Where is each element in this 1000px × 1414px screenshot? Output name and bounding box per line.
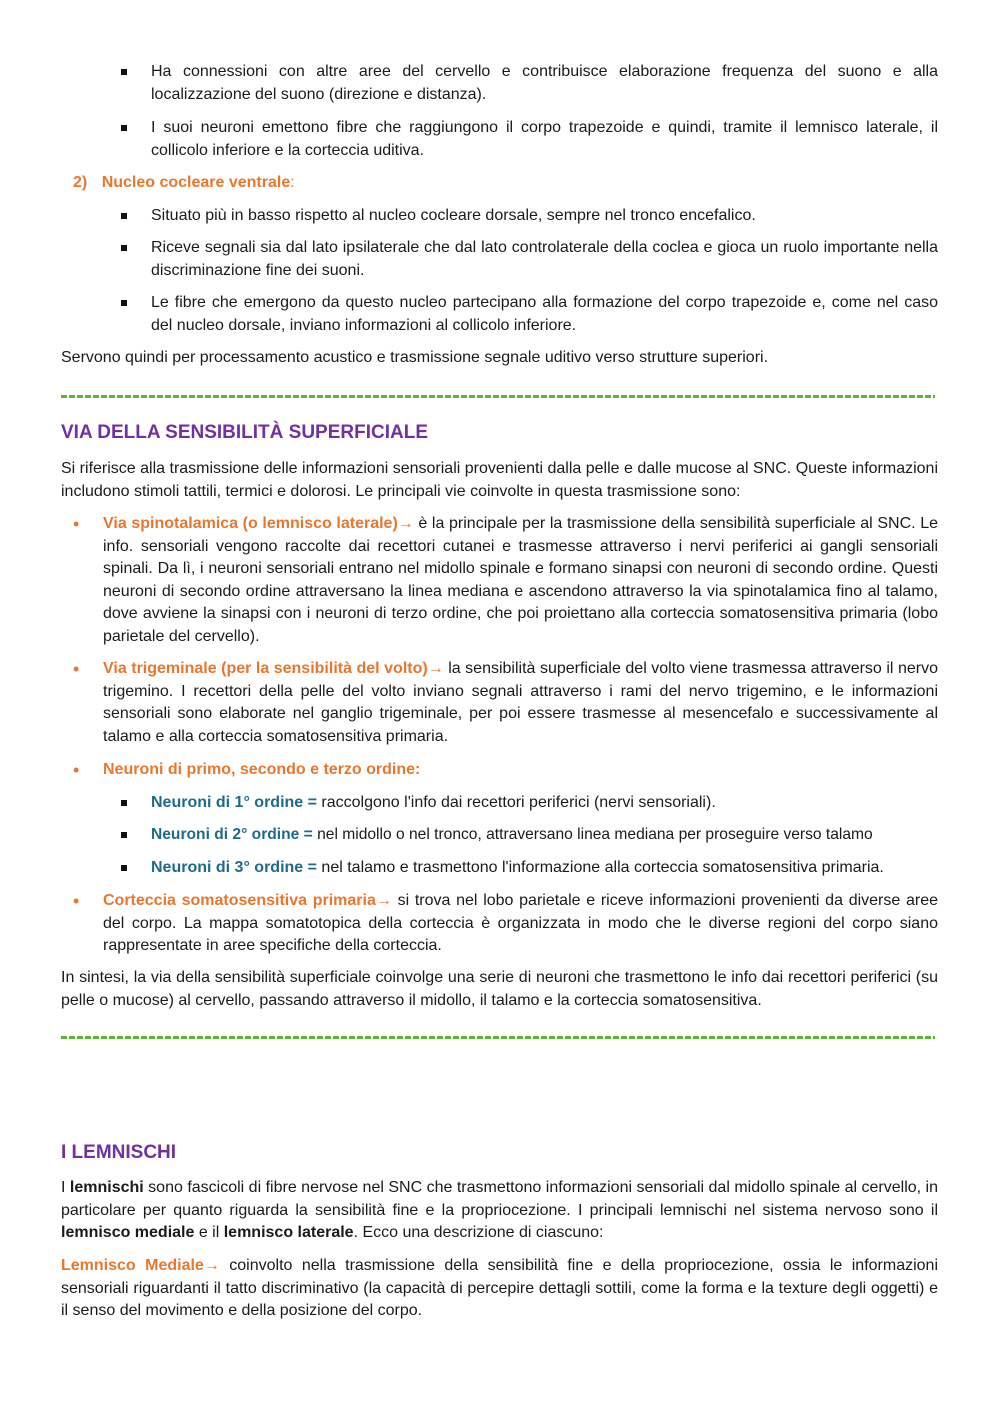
ventral-heading (73, 172, 295, 195)
lemnischi-intro (61, 1177, 938, 1245)
spinothalamic-item (103, 513, 938, 649)
neuron-second-text: nel midollo o nel tronco, attraversano linea mediana per proseguire verso talamo (312, 826, 873, 843)
neurons-heading: Neuroni di primo, secondo e terzo ordine: (103, 761, 421, 778)
section1-conclusion: In sintesi, la via della sensibilità superficiale coinvolge una serie di neuroni che trasmettono le info dai recettori periferici (su pelle o mucose) al cervello, passando attraverso il midollo, il talamo e la corteccia somatosensitiva. (61, 969, 938, 1009)
ventral-bullet-3: Le fibre che emergono da questo nucleo partecipano alla formazione del corpo trapezoide e, come nel caso del nucleo dorsale, inviano informazioni al collicolo inferiore. (151, 294, 938, 334)
bullet-square-icon (121, 800, 127, 806)
arrow-right-icon: → (375, 892, 392, 909)
bullet-dot-icon: • (73, 760, 80, 780)
ventral-bullet-2: Riceve segnali sia dal lato ipsilaterale che dal lato controlaterale della coclea e gioca un ruolo importante nella discriminazione fine dei suoni. (151, 239, 938, 279)
bullet-square-icon (121, 213, 127, 219)
arrow-right-icon: → (397, 515, 414, 532)
neuron-second-label: Neuroni di 2° ordine = (151, 826, 313, 843)
ventral-title: Nucleo cocleare ventrale (101, 174, 291, 191)
bullet-dot-icon: • (73, 659, 80, 679)
lemnischi-term: lemnischi (69, 1179, 144, 1196)
section-heading-lemnischi: I LEMNISCHI (61, 1142, 177, 1163)
cortex-label: Corteccia somatosensitiva primaria (103, 892, 376, 909)
section1-intro: Si riferisce alla trasmissione delle informazioni sensoriali provenienti dalla pelle e dalle mucose al SNC. Queste informazioni includono stimoli tattili, termici e dolorosi. Le principali vie coinvolte in questa trasmissione sono: (61, 460, 938, 500)
lemnisco-mediale-text: coinvolto nella trasmissione della sensibilità fine e della propriocezione, ossia le informazioni sensoriali riguardanti il tatto discriminativo (la capacità di percepire dettagli sottili, come la forma e la texture degli oggetti) e il senso del movimento e della posizione del corpo. (61, 1257, 938, 1320)
lemnisco-mediale-paragraph (61, 1255, 938, 1323)
lemnischi-intro-g: . Ecco una descrizione di ciascuno: (353, 1224, 604, 1242)
lemnischi-intro-e: e il (194, 1224, 224, 1242)
section-divider (61, 1036, 935, 1039)
arrow-right-icon: → (203, 1257, 220, 1274)
ventral-number: 2) (73, 174, 88, 191)
neuron-third-label: Neuroni di 3° ordine = (151, 859, 317, 876)
neuron-first-label: Neuroni di 1° ordine = (151, 794, 317, 811)
arrow-right-icon: → (427, 660, 444, 677)
trigeminal-text: la sensibilità superficiale del volto viene trasmessa attraverso il nervo trigemino. I recettori della pelle del volto inviano segnali attraverso i rami del nervo trigemino, e le informazioni sensoriali sono elaborate nel ganglio trigeminale, per poi essere trasmesse al mesencefalo e successivamente al talamo e alla corteccia somatosensitiva primaria. (103, 660, 938, 745)
dorsal-bullet-1: Ha connessioni con altre aree del cervello e contribuisce elaborazione frequenza del suono e alla localizzazione del suono (direzione e distanza). (151, 63, 938, 103)
bullet-dot-icon: • (73, 891, 80, 911)
neuron-third-text: nel talamo e trasmettono l'informazione alla corteccia somatosensitiva primaria. (316, 859, 884, 876)
bullet-dot-icon: • (73, 514, 80, 534)
neuron-third-order (151, 857, 951, 880)
ventral-bullet-1: Situato più in basso rispetto al nucleo cocleare dorsale, sempre nel tronco encefalico. (151, 207, 756, 224)
section-heading-sensibilita: VIA DELLA SENSIBILITÀ SUPERFICIALE (61, 422, 429, 443)
dorsal-bullet-2: I suoi neuroni emettono fibre che raggiungono il corpo trapezoide e quindi, tramite il lemnisco laterale, il collicolo inferiore e la corteccia uditiva. (151, 119, 938, 159)
bullet-square-icon (121, 245, 127, 251)
neuron-first-order (151, 792, 951, 815)
cortex-text: si trova nel lobo parietale e riceve informazioni provenienti da diverse aree del corpo. La mappa somatotopica della corteccia è organizzata in modo che le diverse regioni del corpo siano rappresentate in aree specifiche della corteccia. (103, 892, 939, 955)
bullet-square-icon (121, 865, 127, 871)
spinothalamic-text: è la principale per la trasmissione della sensibilità superficiale al SNC. Le info. sensoriali vengono raccolte dai recettori cutanei e trasmesse attraverso i nervi periferici ai gangli sensoriali spinali. Da lì, i neuroni sensoriali entrano nel midollo spinale e formano sinapsi con neuroni di secondo ordine. Questi neuroni di secondo ordine attraversano la linea mediana e ascendono attraverso la via spinotalamica fino al talamo, dove avviene la sinapsi con i neuroni di terzo ordine, che poi proiettano alla corteccia somatosensitiva primaria (lobo parietale del cervello). (103, 515, 939, 645)
cortex-item (103, 890, 938, 958)
lemnisco-mediale-label: Lemnisco Mediale (61, 1257, 204, 1274)
trigeminal-label: Via trigeminale (per la sensibilità del volto) (103, 660, 428, 677)
ventral-colon: : (290, 174, 295, 191)
auditory-summary: Servono quindi per processamento acustico e trasmissione segnale uditivo verso strutture superiori. (61, 349, 769, 366)
bullet-square-icon (121, 300, 127, 306)
bullet-square-icon (121, 832, 127, 838)
section-divider (61, 395, 935, 398)
bullet-square-icon (121, 69, 127, 75)
trigeminal-item (103, 658, 938, 748)
lemnischi-intro-c: sono fascicoli di fibre nervose nel SNC che trasmettono informazioni sensoriali dal midollo spinale al cervello, in particolare per quanto riguarda la sensibilità fine e la propriocezione. I principali lemnischi nel sistema nervoso sono il (61, 1179, 939, 1219)
lemnischi-intro-a: I (61, 1179, 70, 1196)
spinothalamic-label: Via spinotalamica (o lemnisco laterale) (103, 515, 398, 532)
lemnisco-mediale-term: lemnisco mediale (61, 1224, 195, 1242)
neuron-second-order (151, 824, 951, 847)
neuron-first-text: raccolgono l'info dai recettori periferici (nervi sensoriali). (316, 794, 716, 811)
bullet-square-icon (121, 125, 127, 131)
lemnisco-laterale-term: lemnisco laterale (223, 1224, 354, 1242)
